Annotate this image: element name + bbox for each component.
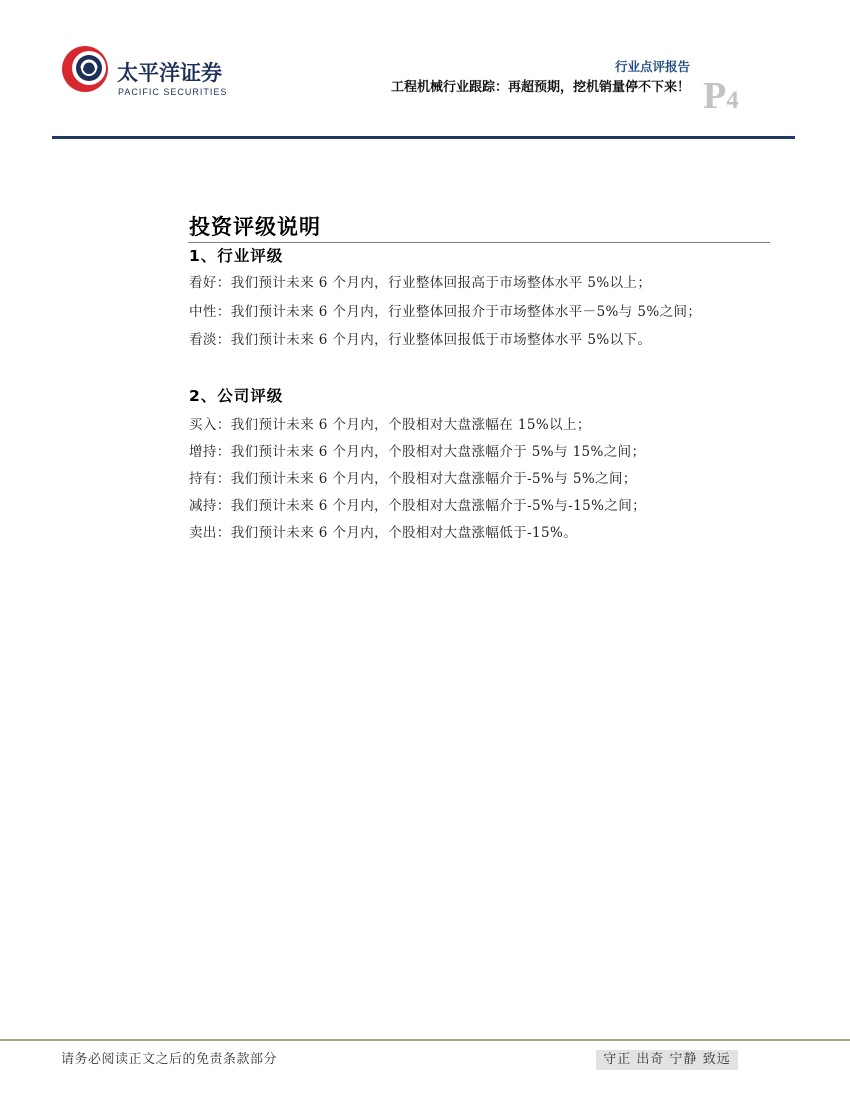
company-rating-heading: 2、公司评级 (189, 387, 284, 405)
company-rating-line: 减持：我们预计未来 6 个月内，个股相对大盘涨幅介于-5%与-15%之间； (189, 498, 647, 514)
section-title: 投资评级说明 (189, 215, 321, 239)
section-divider (188, 242, 770, 243)
company-rating-line: 持有：我们预计未来 6 个月内，个股相对大盘涨幅介于-5%与 5%之间； (189, 471, 637, 487)
industry-rating-line: 中性：我们预计未来 6 个月内，行业整体回报介于市场整体水平－5%与 5%之间； (189, 304, 702, 320)
page-number-letter: P (703, 75, 727, 117)
page-number (703, 76, 739, 124)
report-title: 工程机械行业跟踪：再超预期，挖机销量停不下来！ (390, 80, 690, 95)
industry-rating-line: 看淡：我们预计未来 6 个月内，行业整体回报低于市场整体水平 5%以下。 (189, 332, 652, 348)
footer-disclaimer: 请务必阅读正文之后的免责条款部分 (61, 1052, 278, 1067)
footer-motto: 守正 出奇 宁静 致远 (596, 1050, 738, 1070)
footer-divider (0, 1039, 850, 1041)
brand-name-en: PACIFIC SECURITIES (118, 87, 228, 97)
report-type: 行业点评报告 (614, 59, 690, 74)
page-number-digit: 4 (726, 87, 739, 114)
brand-name-cn: 太平洋证券 (117, 61, 222, 85)
industry-rating-line: 看好：我们预计未来 6 个月内，行业整体回报高于市场整体水平 5%以上； (189, 275, 652, 291)
company-rating-line: 增持：我们预计未来 6 个月内，个股相对大盘涨幅介于 5%与 15%之间； (189, 444, 646, 460)
company-rating-line: 卖出：我们预计未来 6 个月内，个股相对大盘涨幅低于-15%。 (189, 525, 578, 541)
company-rating-line: 买入：我们预计未来 6 个月内，个股相对大盘涨幅在 15%以上； (189, 417, 591, 433)
pacific-securities-logo-icon (60, 44, 110, 94)
industry-rating-heading: 1、行业评级 (189, 247, 284, 265)
header-divider (52, 136, 795, 139)
